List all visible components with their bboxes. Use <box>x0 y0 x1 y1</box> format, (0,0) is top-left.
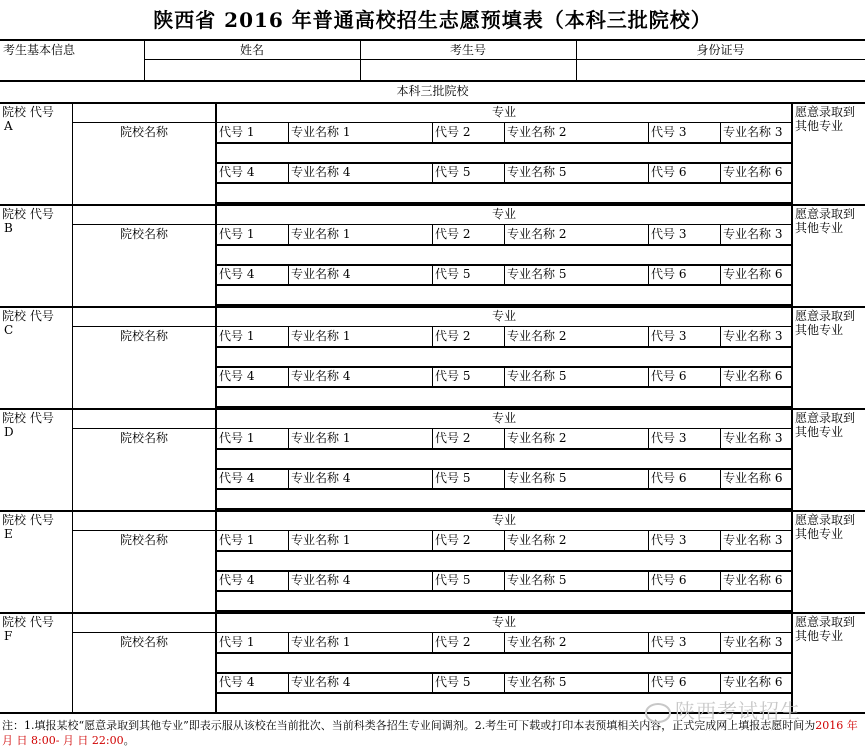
major-name-label: 专业名称 4 <box>291 573 351 587</box>
id-number-label: 身份证号 <box>696 43 745 57</box>
major-code-label: 代号 2 <box>435 431 471 445</box>
major-header: 专业 <box>491 513 516 527</box>
major-name-label: 专业名称 6 <box>723 165 783 179</box>
major-name-label: 专业名称 4 <box>291 471 351 485</box>
major-code-label: 代号 4 <box>219 165 255 179</box>
name-field[interactable] <box>145 61 359 79</box>
major-code-label: 代号 3 <box>651 227 687 241</box>
major-code-label: 代号 5 <box>435 369 471 383</box>
basic-info-label: 考生基本信息 <box>3 43 76 57</box>
major-name-label: 专业名称 6 <box>723 471 783 485</box>
major-name-label: 专业名称 5 <box>507 573 567 587</box>
school-code-label: 院校 代号 <box>2 411 54 425</box>
footnote-end: 。 <box>123 734 135 747</box>
wechat-icon <box>645 703 671 723</box>
major-name-label: 专业名称 2 <box>507 533 567 547</box>
page-title: 陕西省 2016 年普通高校招生志愿预填表（本科三批院校） <box>153 8 712 32</box>
major-name-label: 专业名称 5 <box>507 369 567 383</box>
willing-other-major-label: 愿意录取到其他专业 <box>795 513 856 541</box>
major-code-label: 代号 5 <box>435 165 471 179</box>
major-name-label: 专业名称 6 <box>723 675 783 689</box>
major-name-label: 专业名称 4 <box>291 369 351 383</box>
major-code-label: 代号 4 <box>219 675 255 689</box>
exam-number-field[interactable] <box>361 61 575 79</box>
major-code-label: 代号 4 <box>219 471 255 485</box>
major-code-label: 代号 1 <box>219 227 255 241</box>
major-code-label: 代号 6 <box>651 165 687 179</box>
major-name-label: 专业名称 5 <box>507 471 567 485</box>
major-code-label: 代号 3 <box>651 533 687 547</box>
major-name-label: 专业名称 3 <box>723 533 783 547</box>
major-code-label: 代号 1 <box>219 125 255 139</box>
school-letter: B <box>4 221 13 235</box>
major-name-label: 专业名称 3 <box>723 227 783 241</box>
school-letter: C <box>4 323 14 337</box>
school-code-label: 院校 代号 <box>2 309 54 323</box>
school-code-label: 院校 代号 <box>2 615 54 629</box>
major-code-label: 代号 2 <box>435 227 471 241</box>
school-name-label: 院校名称 <box>119 635 168 649</box>
major-code-label: 代号 2 <box>435 329 471 343</box>
willing-other-major-label: 愿意录取到其他专业 <box>795 105 856 133</box>
major-name-label: 专业名称 2 <box>507 227 567 241</box>
id-number-field[interactable] <box>577 61 864 79</box>
footnote-time: 2016 年 月 日 8:00- 月 日 22:00 <box>2 719 858 747</box>
major-name-label: 专业名称 4 <box>291 165 351 179</box>
school-code-label: 院校 代号 <box>2 513 54 527</box>
major-name-label: 专业名称 5 <box>507 675 567 689</box>
major-name-label: 专业名称 2 <box>507 431 567 445</box>
major-code-label: 代号 4 <box>219 573 255 587</box>
school-letter: D <box>4 425 14 439</box>
major-name-label: 专业名称 3 <box>723 431 783 445</box>
major-code-label: 代号 5 <box>435 471 471 485</box>
willing-other-major-label: 愿意录取到其他专业 <box>795 207 856 235</box>
school-name-label: 院校名称 <box>119 533 168 547</box>
willing-other-major-label: 愿意录取到其他专业 <box>795 411 856 439</box>
school-name-label: 院校名称 <box>119 329 168 343</box>
major-header: 专业 <box>491 615 516 629</box>
major-code-label: 代号 6 <box>651 573 687 587</box>
willing-other-major-label: 愿意录取到其他专业 <box>795 615 856 643</box>
major-code-label: 代号 4 <box>219 267 255 281</box>
major-code-label: 代号 4 <box>219 369 255 383</box>
major-code-label: 代号 3 <box>651 431 687 445</box>
watermark-text: 陕西考试招生 <box>675 699 801 723</box>
school-code-label: 院校 代号 <box>2 207 54 221</box>
exam-number-label: 考生号 <box>449 43 486 57</box>
major-name-label: 专业名称 1 <box>291 329 351 343</box>
major-name-label: 专业名称 1 <box>291 635 351 649</box>
major-header: 专业 <box>491 105 516 119</box>
major-code-label: 代号 3 <box>651 635 687 649</box>
major-name-label: 专业名称 4 <box>291 675 351 689</box>
major-name-label: 专业名称 5 <box>507 267 567 281</box>
major-name-label: 专业名称 2 <box>507 329 567 343</box>
major-name-label: 专业名称 3 <box>723 125 783 139</box>
major-code-label: 代号 2 <box>435 635 471 649</box>
school-name-label: 院校名称 <box>119 125 168 139</box>
major-name-label: 专业名称 6 <box>723 573 783 587</box>
major-code-label: 代号 3 <box>651 329 687 343</box>
major-name-label: 专业名称 2 <box>507 125 567 139</box>
major-code-label: 代号 6 <box>651 369 687 383</box>
major-name-label: 专业名称 4 <box>291 267 351 281</box>
footnote-text: 注：1.填报某校“愿意录取到其他专业”即表示服从该校在当前批次、当前科类各招生专业间调剂。2.考生可下载或打印本表预填相关内容，正式完成网上填报志愿时间为 <box>2 719 816 732</box>
section-title: 本科三批院校 <box>396 84 469 98</box>
major-code-label: 代号 1 <box>219 533 255 547</box>
school-name-label: 院校名称 <box>119 431 168 445</box>
school-name-label: 院校名称 <box>119 227 168 241</box>
major-header: 专业 <box>491 309 516 323</box>
major-name-label: 专业名称 3 <box>723 635 783 649</box>
major-name-label: 专业名称 6 <box>723 369 783 383</box>
major-code-label: 代号 6 <box>651 267 687 281</box>
major-code-label: 代号 2 <box>435 125 471 139</box>
major-name-label: 专业名称 1 <box>291 227 351 241</box>
major-code-label: 代号 1 <box>219 329 255 343</box>
major-name-label: 专业名称 5 <box>507 165 567 179</box>
major-header: 专业 <box>491 411 516 425</box>
major-code-label: 代号 2 <box>435 533 471 547</box>
major-name-label: 专业名称 3 <box>723 329 783 343</box>
major-name-label: 专业名称 2 <box>507 635 567 649</box>
major-code-label: 代号 1 <box>219 635 255 649</box>
major-name-label: 专业名称 1 <box>291 533 351 547</box>
school-letter: F <box>4 629 13 643</box>
major-code-label: 代号 3 <box>651 125 687 139</box>
name-label: 姓名 <box>239 43 264 57</box>
major-code-label: 代号 5 <box>435 267 471 281</box>
major-name-label: 专业名称 1 <box>291 125 351 139</box>
major-code-label: 代号 5 <box>435 573 471 587</box>
major-header: 专业 <box>491 207 516 221</box>
major-code-label: 代号 1 <box>219 431 255 445</box>
willing-other-major-label: 愿意录取到其他专业 <box>795 309 856 337</box>
major-code-label: 代号 6 <box>651 471 687 485</box>
school-letter: E <box>4 527 13 541</box>
major-name-label: 专业名称 6 <box>723 267 783 281</box>
major-code-label: 代号 6 <box>651 675 687 689</box>
major-code-label: 代号 5 <box>435 675 471 689</box>
major-name-label: 专业名称 1 <box>291 431 351 445</box>
school-code-label: 院校 代号 <box>2 105 54 119</box>
watermark <box>645 695 801 721</box>
school-letter: A <box>4 119 13 133</box>
